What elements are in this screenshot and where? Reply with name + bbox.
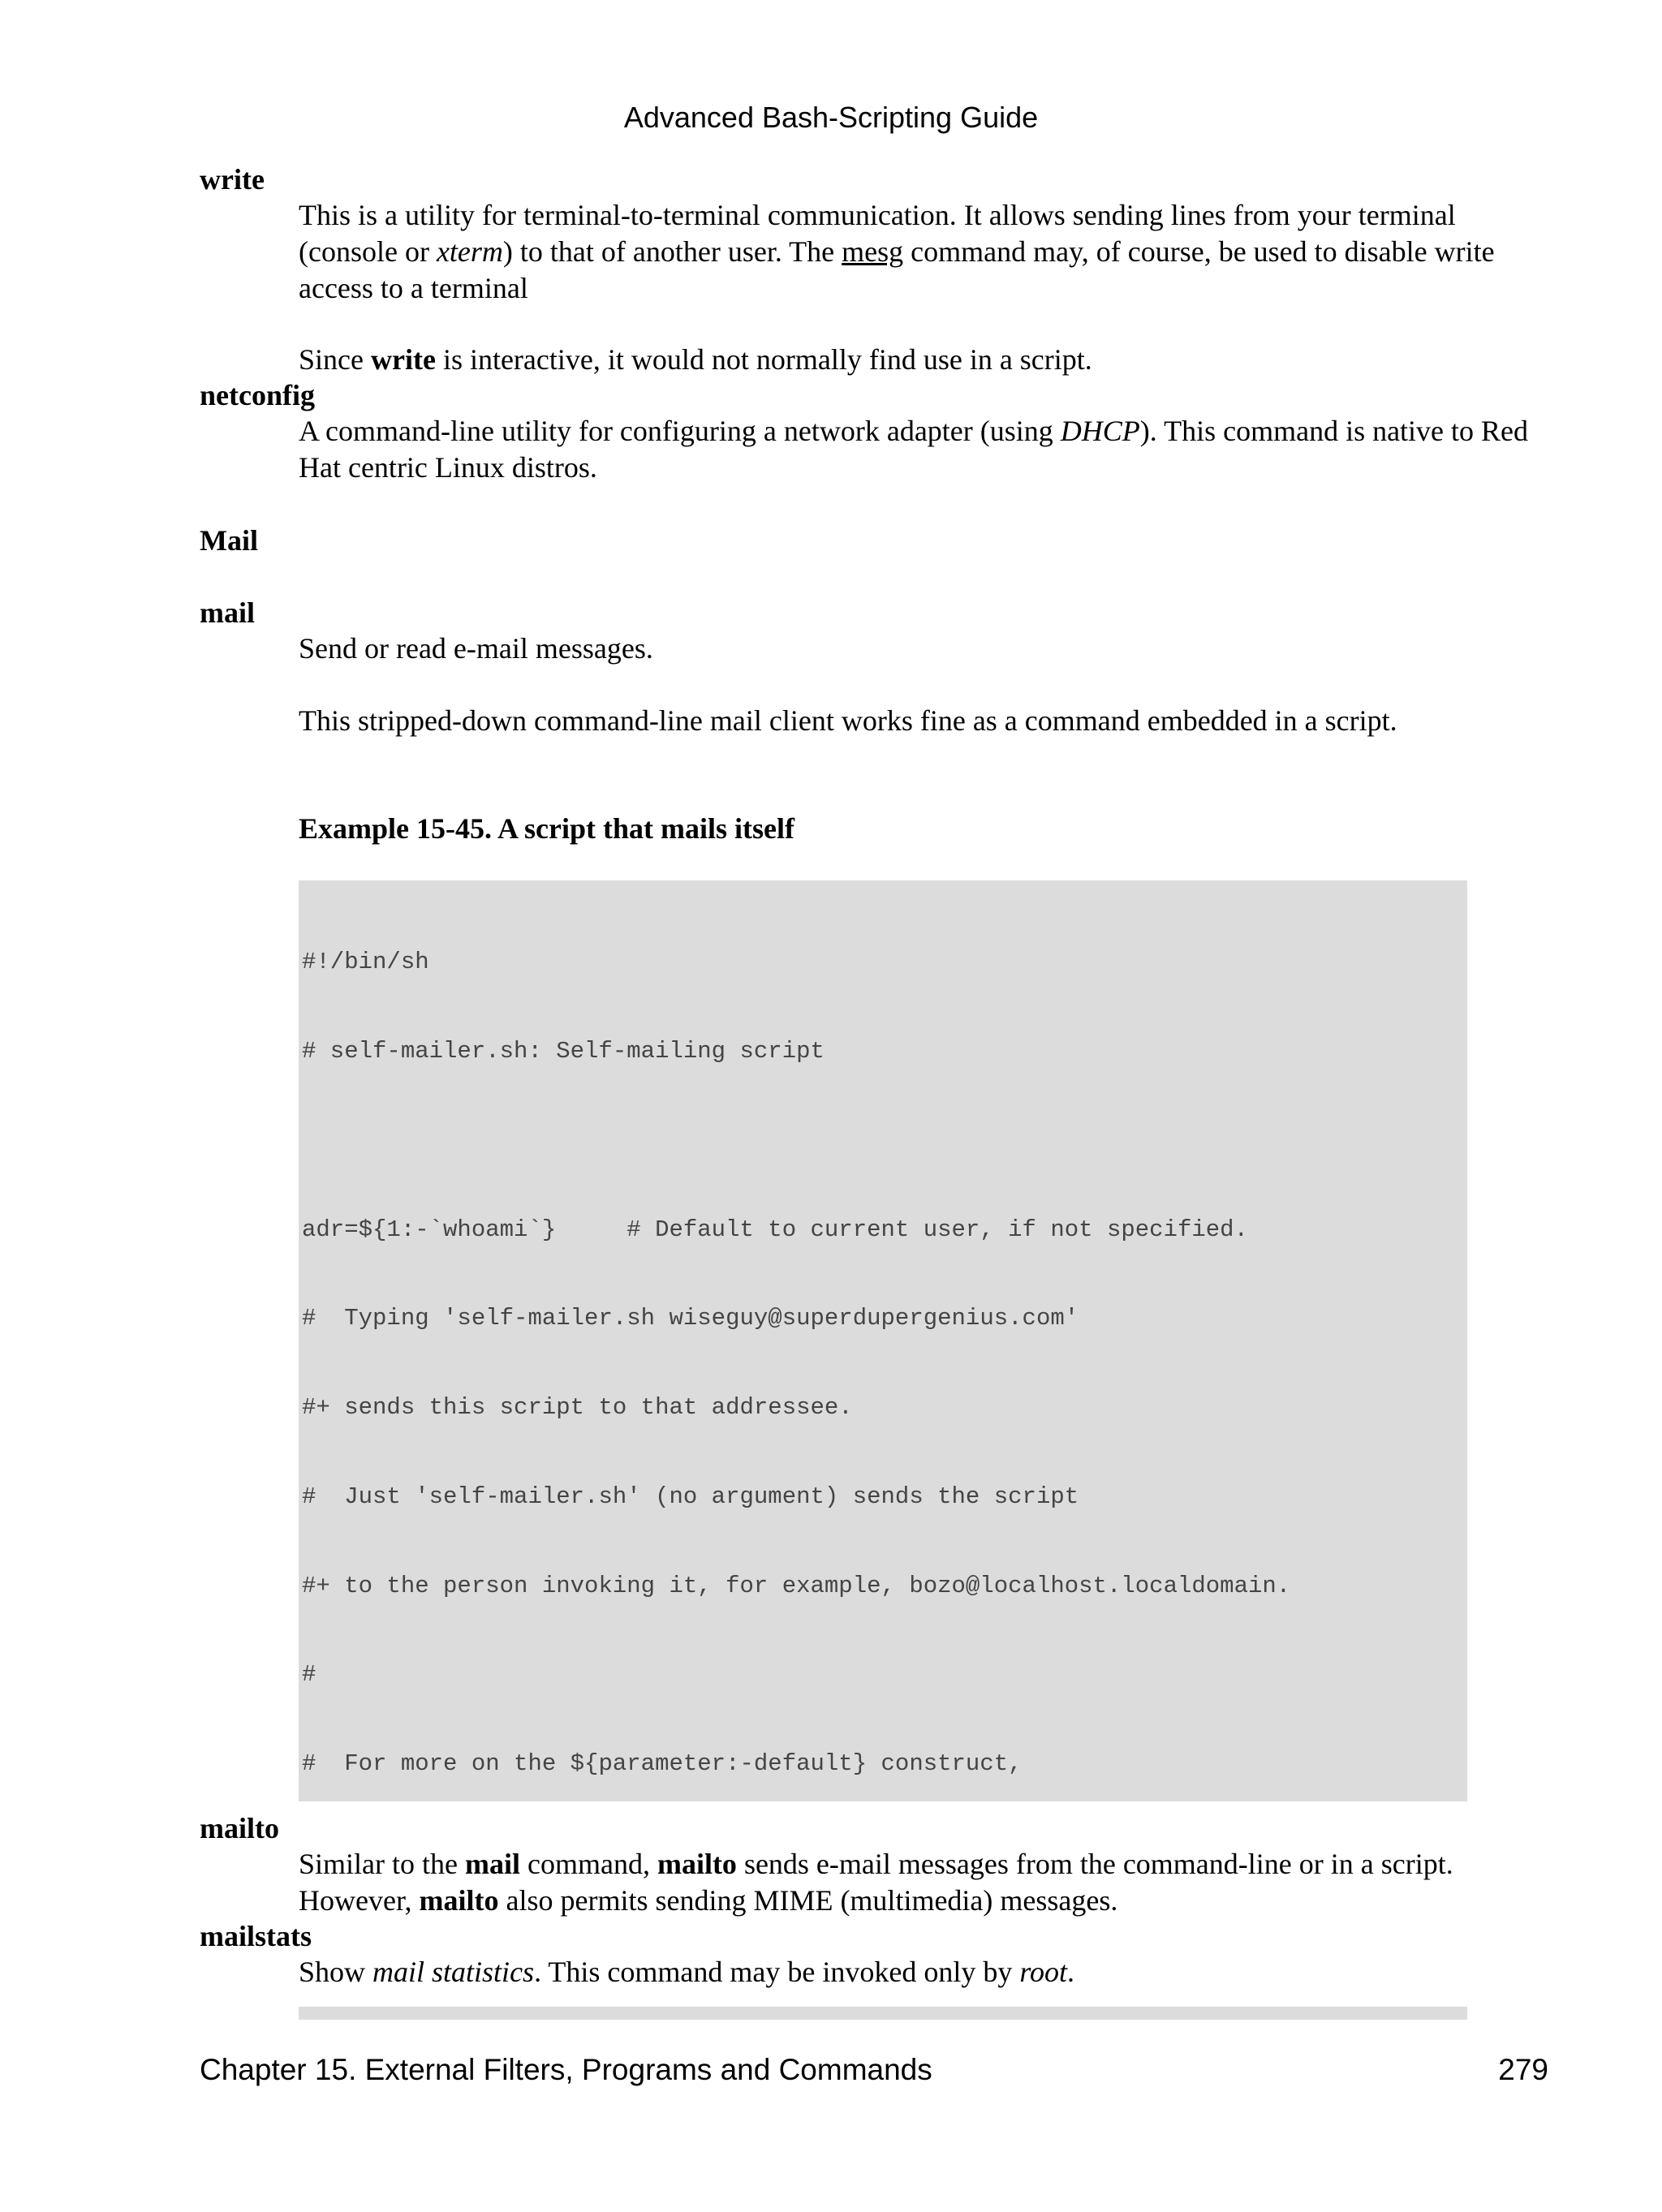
emphasis-mail-statistics: mail statistics <box>372 1956 535 1988</box>
mail-description: Send or read e-mail messages. <box>299 632 653 665</box>
code-line: #+ sends this script to that addressee. <box>302 1394 853 1422</box>
emphasis-dhcp: DHCP <box>1060 415 1140 447</box>
text: Show <box>299 1956 373 1988</box>
term-mail: mail <box>200 596 255 629</box>
code-line: # self-mailer.sh: Self-mailing script <box>302 1037 825 1065</box>
text: command, <box>519 1848 657 1880</box>
code-line: #+ to the person invoking it, for example, bozo@localhost.localdomain. <box>302 1572 1291 1599</box>
mesg-link[interactable]: mesg <box>842 235 904 268</box>
emphasis-root: root <box>1019 1956 1068 1988</box>
code-line: # For more on the ${parameter:-default} construct, <box>302 1750 1023 1778</box>
example-title: Example 15-45. A script that mails itself <box>299 812 794 845</box>
term-mailto: mailto <box>200 1812 279 1844</box>
text: A command-line utility for configuring a network adapter (using <box>299 415 1061 447</box>
footer-chapter: Chapter 15. External Filters, Programs and Commands <box>200 2053 932 2086</box>
text: sends e-mail messages from the command-line or in a script. However, <box>299 1848 1453 1917</box>
text: This is a utility for terminal-to-terminal communication. It allows sending lines from your terminal (console or <box>299 199 1456 268</box>
code-line: # <box>302 1661 316 1689</box>
section-title-mail: Mail <box>200 524 258 557</box>
write-note <box>299 342 1548 378</box>
code-line: adr=${1:-`whoami`} # Default to current user, if not specified. <box>302 1216 1248 1243</box>
text: is interactive, it would not normally find use in a script. <box>435 343 1092 376</box>
text: also permits sending MIME (multimedia) messages. <box>498 1884 1118 1917</box>
mailstats-description <box>299 1954 1548 1990</box>
text: command may, of course, be used to disable write access to a terminal <box>299 235 1495 304</box>
running-header: Advanced Bash-Scripting Guide <box>623 101 1039 134</box>
mail-note: This stripped-down command-line mail client works fine as a command embedded in a script. <box>299 704 1397 737</box>
text: Since <box>299 343 371 376</box>
page-number: 279 <box>1498 2053 1548 2086</box>
text: ). This command is native to Red Hat centric Linux distros. <box>299 415 1529 484</box>
text: ) to that of another user. The <box>502 235 842 268</box>
netconfig-description <box>299 413 1548 486</box>
code-line: #!/bin/sh <box>302 949 429 976</box>
code-block-continued <box>299 2007 1467 2020</box>
bold-mail: mail <box>464 1848 520 1880</box>
write-description <box>299 197 1548 307</box>
code-line: # Typing 'self-mailer.sh wiseguy@superdupergenius.com' <box>302 1305 1079 1332</box>
term-netconfig: netconfig <box>200 379 315 411</box>
text: . This command may be invoked only by <box>534 1956 1020 1988</box>
bold-mailto: mailto <box>657 1848 737 1880</box>
emphasis-xterm: xterm <box>436 235 503 268</box>
term-mailstats: mailstats <box>200 1920 312 1952</box>
mailto-description <box>299 1846 1548 1919</box>
text: Similar to the <box>299 1848 465 1880</box>
bold-mailto: mailto <box>419 1884 499 1917</box>
term-write: write <box>200 163 265 196</box>
bold-write: write <box>370 343 436 376</box>
code-line <box>302 1126 1467 1156</box>
text: . <box>1067 1956 1075 1988</box>
code-block <box>299 880 1467 1801</box>
code-line: # Just 'self-mailer.sh' (no argument) sends the script <box>302 1483 1079 1510</box>
